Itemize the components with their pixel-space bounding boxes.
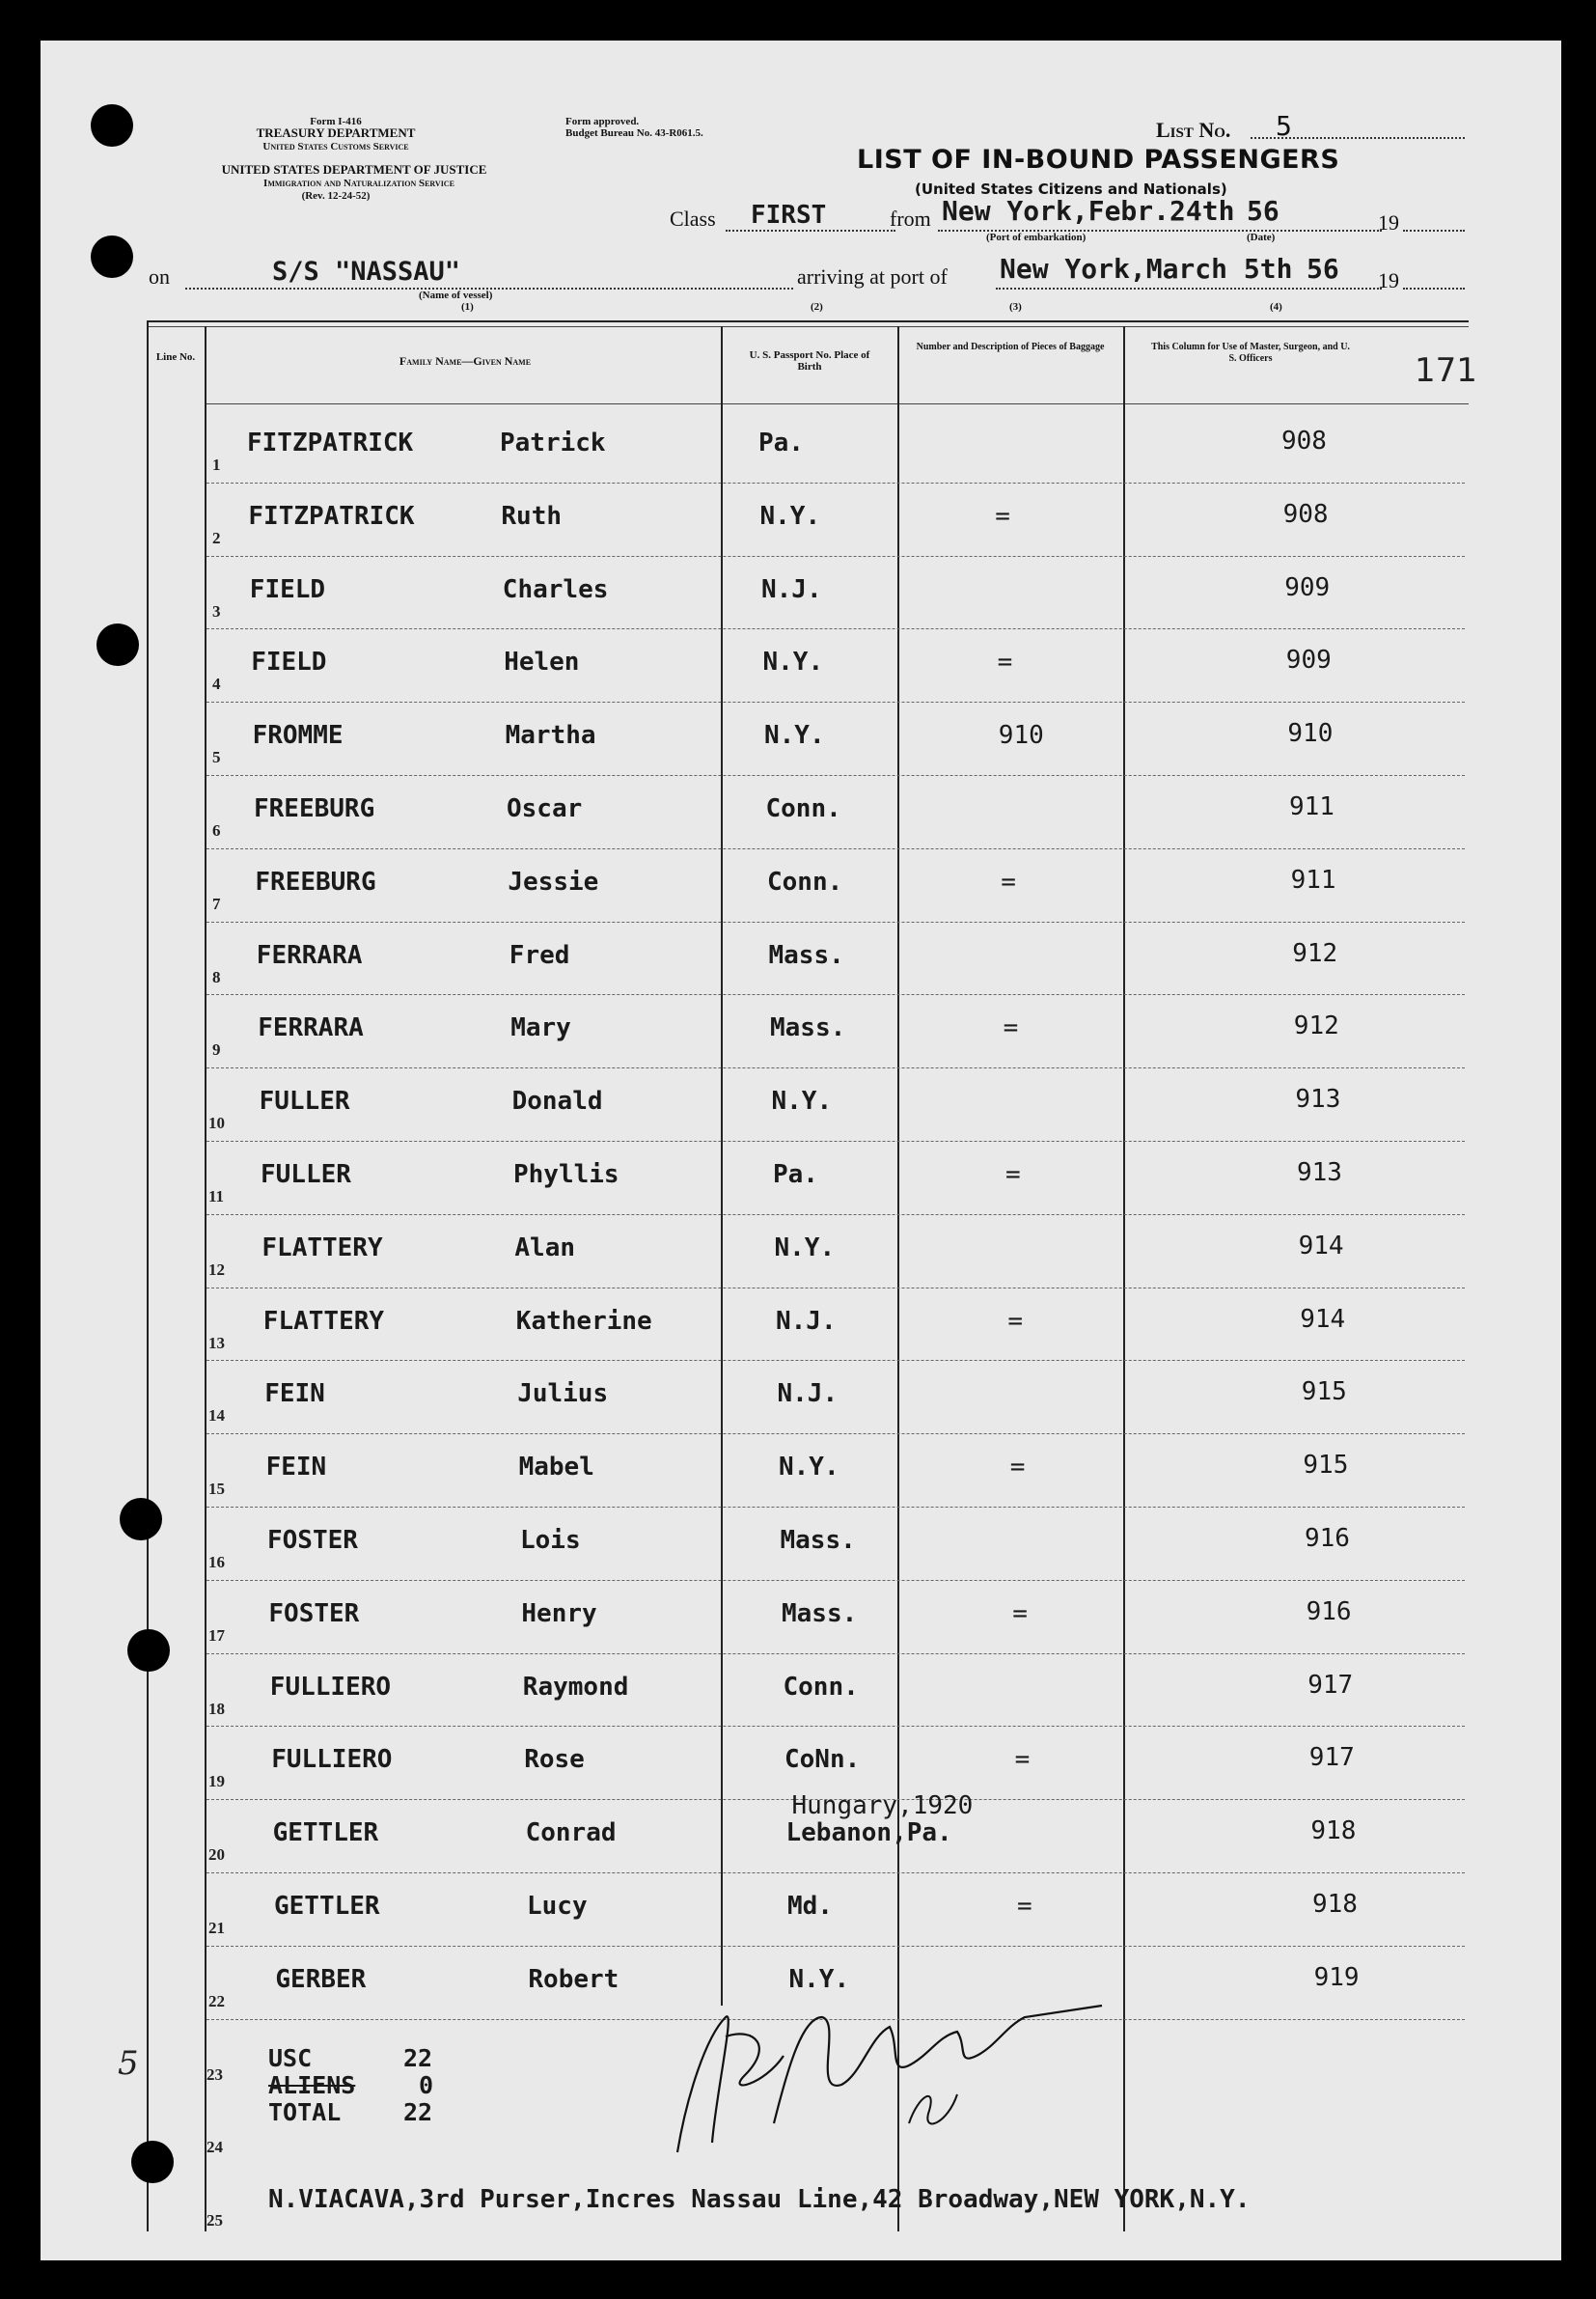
officer-number: 908 [1282, 499, 1329, 529]
officer-number: 919 [1313, 1962, 1360, 1992]
place-of-birth: Pa. [758, 429, 804, 457]
given-name: Lucy [527, 1892, 588, 1921]
place-of-birth: Conn. [783, 1672, 859, 1702]
officer-number: 914 [1298, 1231, 1344, 1260]
punch-hole [91, 104, 133, 147]
place-of-birth: Mass. [768, 940, 844, 970]
customs-label: United States Customs Service [262, 141, 409, 152]
officer-number: 918 [1312, 1890, 1358, 1919]
line-number: 15 [208, 1480, 225, 1499]
row-rule [206, 1067, 1465, 1068]
vessel-name: S/S "NASSAU" [272, 257, 461, 287]
given-name: Oscar [507, 794, 583, 823]
officer-number: 912 [1292, 938, 1338, 968]
justice-label: UNITED STATES DEPARTMENT OF JUSTICE [221, 162, 487, 177]
line-number: 20 [208, 1845, 225, 1865]
row-rule [206, 1214, 1465, 1215]
row-rule [206, 1653, 1465, 1654]
line-number: 5 [212, 748, 221, 767]
given-name: Phyllis [513, 1160, 619, 1189]
class-label: Class [670, 207, 716, 231]
year-underline-1 [1403, 230, 1465, 232]
table-top-border-inner [147, 326, 1469, 327]
vessel-caption: (Name of vessel) [419, 290, 493, 301]
row-rule [206, 1141, 1465, 1142]
baggage-value: = [1009, 1453, 1026, 1482]
officer-number: 912 [1293, 1011, 1339, 1041]
baggage-value: = [997, 648, 1013, 678]
place-of-birth: N.Y. [764, 721, 825, 751]
arriving-label: arriving at port of [797, 264, 948, 289]
on-label: on [149, 264, 170, 289]
line-number: 17 [208, 1625, 225, 1645]
col-caption-3: (3) [1009, 301, 1022, 313]
row-rule [206, 483, 1465, 484]
place-of-birth-extra: Hungary,1920 [791, 1791, 974, 1821]
baggage-value: = [1007, 1306, 1024, 1336]
document-subtitle: (United States Citizens and Nationals) [915, 180, 1227, 198]
officer-number: 917 [1307, 1670, 1354, 1700]
place-of-birth: N.J. [776, 1306, 837, 1336]
line-number: 25 [206, 2211, 223, 2230]
summary-usc-label: USC [268, 2044, 313, 2072]
place-of-birth: Conn. [767, 867, 843, 897]
immigration-label: Immigration and Naturalization Service [263, 178, 454, 189]
year-prefix-1: 19 [1378, 210, 1399, 235]
line-number: 12 [208, 1260, 225, 1279]
place-of-birth: Pa. [773, 1160, 818, 1189]
officer-number: 914 [1300, 1304, 1346, 1334]
summary-aliens-value: 0 [419, 2071, 434, 2099]
embarkation-value: New York,Febr.24th [942, 195, 1235, 227]
row-rule [206, 1580, 1465, 1581]
given-name: Jessie [508, 867, 599, 897]
row-rule [206, 775, 1465, 776]
baggage-value: = [1012, 1598, 1028, 1628]
punch-hole [96, 623, 139, 666]
place-of-birth: N.J. [777, 1379, 839, 1409]
officer-number: 918 [1310, 1816, 1357, 1846]
baggage-value: = [1005, 1160, 1021, 1189]
given-name: Robert [528, 1964, 619, 1994]
officer-number: 913 [1295, 1085, 1341, 1115]
line-number: 1 [212, 456, 221, 474]
baggage-value: = [1014, 1745, 1031, 1775]
family-name: FEIN [264, 1379, 325, 1409]
from-label: from [890, 207, 931, 231]
given-name: Donald [511, 1087, 603, 1117]
col-caption-2: (2) [811, 301, 823, 313]
line-number: 2 [212, 528, 221, 547]
given-name: Rose [524, 1745, 585, 1775]
row-rule [206, 1507, 1465, 1508]
family-name: FERRARA [256, 940, 363, 970]
officer-number: 911 [1289, 792, 1335, 821]
officer-number: 916 [1306, 1596, 1352, 1626]
officer-number: 913 [1297, 1158, 1342, 1187]
given-name: Katherine [515, 1306, 652, 1336]
family-name: FULLER [259, 1087, 350, 1117]
line-number: 8 [212, 967, 221, 986]
row-rule [206, 994, 1465, 995]
summary-total-value: 22 [403, 2098, 433, 2126]
budget-bureau: Budget Bureau No. 43-R061.5. [565, 127, 703, 139]
place-of-birth: N.Y. [762, 648, 824, 678]
family-name: FIELD [249, 574, 326, 604]
place-of-birth: Lebanon,Pa. [785, 1818, 952, 1848]
arrival-underline [996, 288, 1382, 290]
row-rule [206, 1433, 1465, 1434]
header-bottom-border [205, 403, 1469, 404]
summary-total-label: TOTAL [268, 2098, 342, 2126]
list-no-value: 5 [1276, 110, 1292, 142]
row-rule [206, 1872, 1465, 1873]
baggage-value: = [1017, 1892, 1032, 1921]
header-name: Family Name—Given Name [399, 354, 532, 368]
place-of-birth: Mass. [770, 1013, 846, 1043]
header-baggage: Number and Description of Pieces of Baggage [916, 342, 1105, 352]
line-number: 24 [206, 2138, 223, 2157]
line-number: 21 [208, 1919, 225, 1937]
family-name: FOSTER [268, 1598, 360, 1628]
family-name: FREEBURG [255, 867, 376, 897]
place-of-birth: N.Y. [759, 501, 821, 531]
family-name: FULLIERO [271, 1745, 393, 1775]
row-rule [206, 1946, 1465, 1947]
row-rule [206, 848, 1465, 849]
place-of-birth: CoNn. [784, 1745, 861, 1775]
family-name: FULLER [261, 1160, 351, 1189]
arrival-value: New York,March 5th [1000, 253, 1293, 285]
line-number: 19 [208, 1772, 225, 1791]
family-name: FITZPATRICK [247, 429, 414, 457]
given-name: Alan [514, 1233, 576, 1262]
officer-number: 917 [1308, 1743, 1355, 1773]
summary-aliens-label: ALIENS [268, 2071, 356, 2099]
date-caption: (Date) [1247, 232, 1276, 243]
form-number: Form I-416 [310, 116, 362, 127]
given-name: Conrad [525, 1818, 617, 1848]
name-divider [721, 326, 723, 2006]
line-number: 10 [208, 1114, 225, 1133]
punch-hole [91, 235, 133, 278]
family-name: FITZPATRICK [248, 501, 415, 531]
baggage-value: = [1001, 867, 1016, 897]
officer-number: 915 [1303, 1451, 1349, 1481]
family-name: FROMME [252, 721, 344, 751]
place-of-birth: N.J. [761, 574, 822, 604]
given-name: Lois [520, 1526, 581, 1555]
family-name: FERRARA [258, 1013, 364, 1043]
col-caption-4: (4) [1270, 301, 1282, 313]
family-name: GETTLER [274, 1892, 380, 1921]
place-of-birth: N.Y. [771, 1087, 833, 1117]
year-underline-2 [1403, 288, 1465, 290]
family-name: FULLIERO [269, 1672, 392, 1702]
place-of-birth: N.Y. [779, 1453, 839, 1482]
family-name: GERBER [275, 1964, 367, 1994]
purser-footer: N.VIACAVA,3rd Purser,Incres Nassau Line,42 Broadway,NEW YORK,N.Y. [268, 2185, 1251, 2214]
document-page [41, 41, 1561, 2260]
row-rule [206, 1360, 1465, 1361]
family-name: FREEBURG [254, 794, 375, 823]
form-approved: Form approved. [565, 116, 640, 127]
officer-number: 916 [1305, 1524, 1350, 1553]
baggage-value: = [1003, 1013, 1019, 1043]
place-of-birth: N.Y. [788, 1964, 850, 1994]
family-name: FIELD [251, 648, 327, 678]
row-rule [206, 1726, 1465, 1727]
given-name: Raymond [522, 1672, 629, 1702]
given-name: Mary [510, 1013, 571, 1043]
purser-signature [619, 1979, 1121, 2172]
line-number: 18 [208, 1699, 225, 1718]
document-title: LIST OF IN-BOUND PASSENGERS [857, 145, 1340, 175]
officer-number: 910 [1287, 719, 1334, 749]
given-name: Julius [517, 1379, 609, 1409]
summary-usc-value: 22 [403, 2044, 433, 2072]
baggage-value: 910 [998, 721, 1044, 751]
treasury-label: TREASURY DEPARTMENT [256, 125, 416, 140]
baggage-value: = [995, 501, 1010, 531]
family-name: FOSTER [267, 1526, 358, 1555]
margin-note: 5 [118, 2044, 139, 2083]
revision-label: (Rev. 12-24-52) [301, 190, 371, 202]
place-of-birth: Mass. [782, 1598, 858, 1628]
given-name: Helen [504, 648, 580, 678]
row-rule [206, 628, 1465, 629]
given-name: Henry [521, 1598, 597, 1628]
embarkation-year: 56 [1247, 195, 1280, 227]
table-top-border [147, 320, 1469, 322]
officer-number: 915 [1301, 1377, 1347, 1407]
officer-number: 908 [1281, 427, 1327, 456]
punch-hole [131, 2141, 174, 2183]
arrival-year: 56 [1307, 253, 1339, 285]
header-officers: This Column for Use of Master, Surgeon, and U. S. Officers [1151, 342, 1350, 364]
header-line-no: Line No. [155, 351, 196, 363]
family-name: FLATTERY [262, 1306, 385, 1336]
class-value: FIRST [751, 201, 827, 230]
line-number: 13 [208, 1333, 225, 1352]
officer-number: 909 [1284, 572, 1331, 602]
line-number: 4 [212, 675, 221, 694]
officer-number: 911 [1290, 865, 1336, 895]
header-passport: U. S. Passport No. Place of Birth [749, 349, 870, 373]
family-name: FEIN [265, 1453, 327, 1482]
place-of-birth: N.Y. [774, 1233, 836, 1262]
row-rule [206, 922, 1465, 923]
line-number: 11 [208, 1187, 225, 1205]
line-number: 3 [212, 601, 221, 621]
class-underline [726, 230, 895, 232]
punch-hole [120, 1498, 162, 1540]
given-name: Martha [505, 721, 596, 751]
page-number: 171 [1415, 351, 1477, 390]
place-of-birth: Conn. [765, 794, 841, 823]
given-name: Mabel [518, 1453, 594, 1482]
given-name: Patrick [500, 429, 606, 457]
given-name: Charles [502, 574, 609, 604]
line-number: 16 [208, 1553, 225, 1571]
place-of-birth: Mass. [780, 1526, 856, 1555]
family-name: GETTLER [272, 1818, 379, 1848]
line-number: 9 [212, 1040, 221, 1060]
port-embarkation-caption: (Port of embarkation) [986, 232, 1087, 243]
line-number: 6 [212, 821, 221, 840]
place-of-birth: Md. [787, 1892, 833, 1921]
line-number: 7 [212, 894, 221, 913]
officer-number: 909 [1285, 646, 1332, 676]
given-name: Fred [509, 940, 570, 970]
family-name: FLATTERY [261, 1233, 383, 1262]
list-no-label: List No. [1156, 118, 1231, 142]
line-number: 23 [206, 2064, 223, 2084]
given-name: Ruth [501, 501, 563, 531]
punch-hole [127, 1629, 170, 1672]
col-caption-1: (1) [461, 301, 474, 313]
year-prefix-2: 19 [1378, 268, 1399, 292]
line-number: 22 [208, 1991, 225, 2010]
table-left-border [147, 320, 149, 2231]
row-rule [206, 556, 1465, 557]
row-rule [206, 702, 1465, 703]
line-number: 14 [208, 1406, 225, 1426]
